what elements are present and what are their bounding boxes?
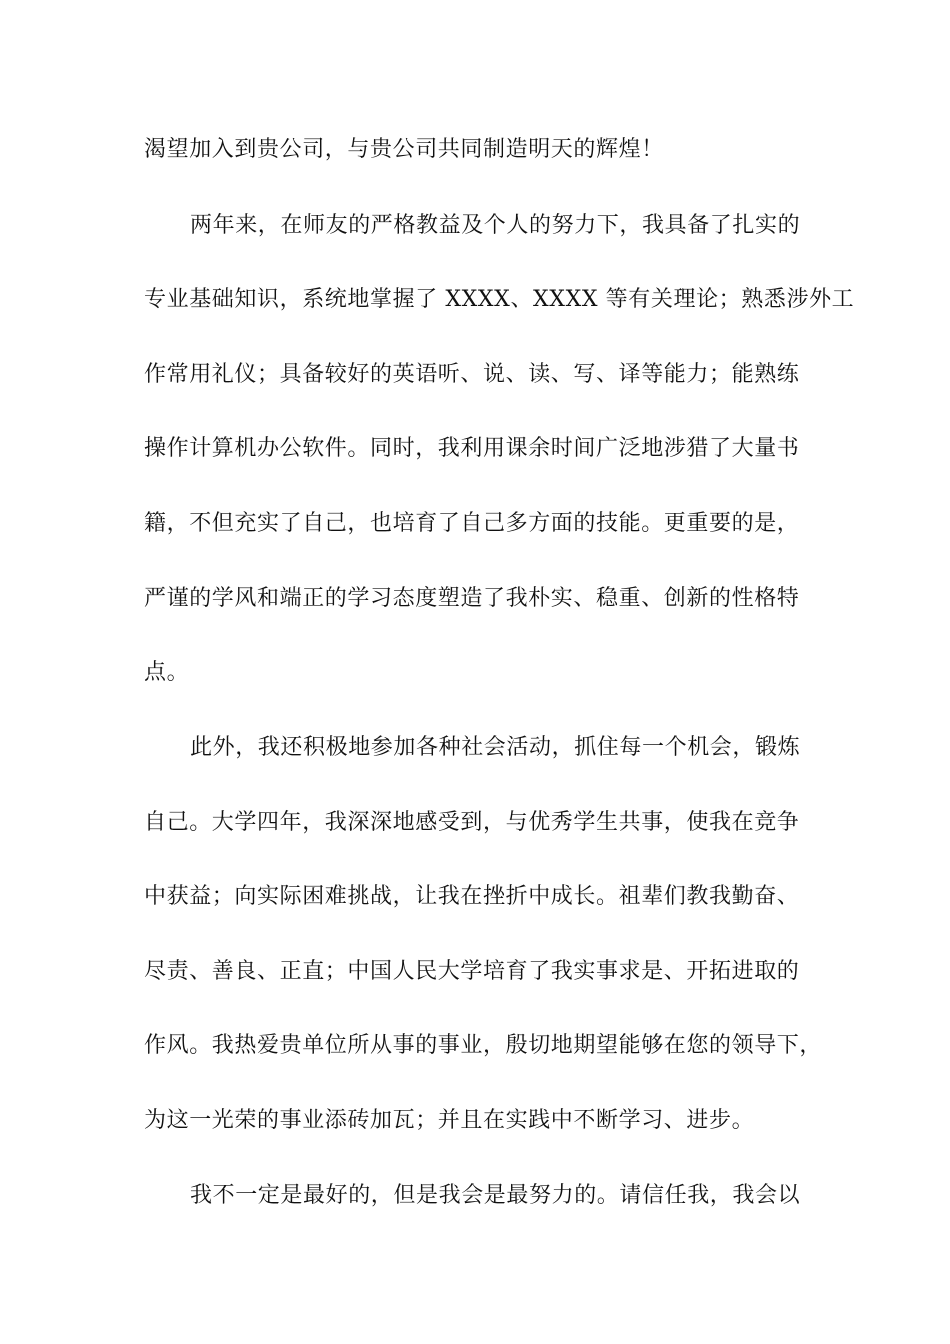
- text-line: 自己。大学四年，我深深地感受到，与优秀学生共事，使我在竞争: [144, 810, 800, 835]
- text-line: 严谨的学风和端正的学习态度塑造了我朴实、稳重、创新的性格特: [144, 586, 800, 611]
- text-line: 作常用礼仪；具备较好的英语听、说、读、写、译等能力；能熟练: [144, 362, 800, 387]
- paragraph-first-line: 两年来，在师友的严格教益及个人的努力下，我具备了扎实的: [190, 213, 801, 238]
- paragraph-first-line: 此外，我还积极地参加各种社会活动，抓住每一个机会，锻炼: [190, 735, 801, 760]
- text-line: 点。: [144, 660, 190, 685]
- text-line: 尽责、善良、正直；中国人民大学培育了我实事求是、开拓进取的: [144, 959, 800, 984]
- text-line: 操作计算机办公软件。同时，我利用课余时间广泛地涉猎了大量书: [144, 436, 800, 461]
- paragraph-first-line: 我不一定是最好的，但是我会是最努力的。请信任我，我会以: [190, 1183, 801, 1208]
- text-line: 专业基础知识，系统地掌握了 XXXX、XXXX 等有关理论；熟悉涉外工: [144, 287, 855, 312]
- text-line: 为这一光荣的事业添砖加瓦；并且在实践中不断学习、进步。: [144, 1108, 755, 1133]
- text-line: 中获益；向实际困难挑战，让我在挫折中成长。祖辈们教我勤奋、: [144, 884, 800, 909]
- text-line: 作风。我热爱贵单位所从事的事业，殷切地期望能够在您的领导下，: [144, 1033, 823, 1058]
- text-line: 籍，不但充实了自己，也培育了自己多方面的技能。更重要的是，: [144, 511, 800, 536]
- text-line: 渴望加入到贵公司，与贵公司共同制造明天的辉煌！: [144, 137, 664, 162]
